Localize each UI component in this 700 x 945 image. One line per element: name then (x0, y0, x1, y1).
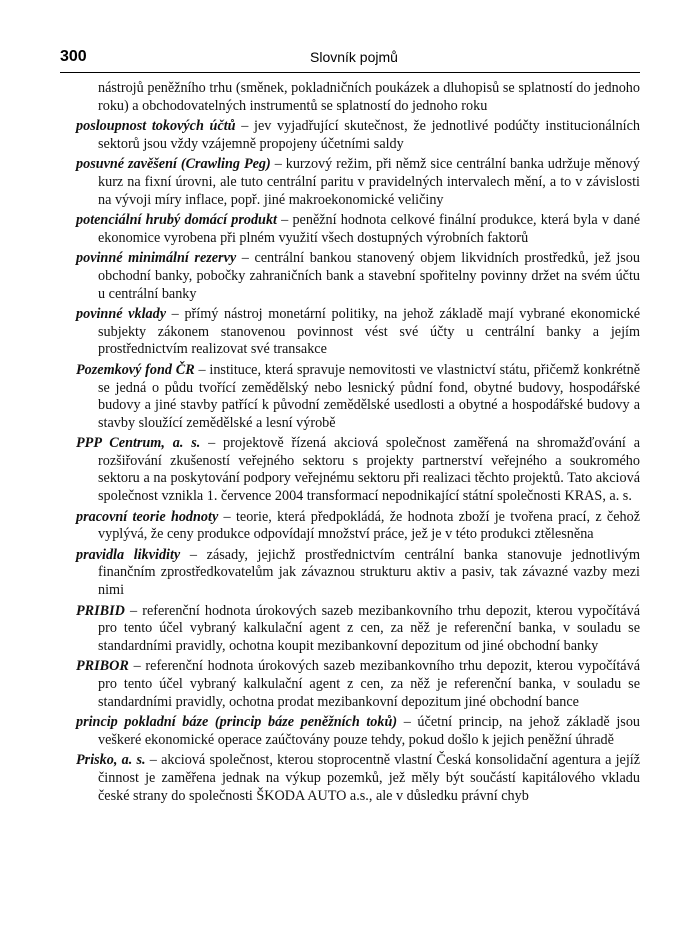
entry-definition: – peněžní hodnota celkové finální produkce, která byla v dané ekonomice vyrobena při plném využití všech dostupných výrobních faktorů (98, 212, 640, 246)
entry-term: posuvné zavěšení (Crawling Peg) (76, 156, 271, 173)
entry-definition: – zásady, jejichž prostřednictvím centrální banka stanovuje jednotlivým finančním zprostředkovatelům jak závaznou strukturu aktiv a pasiv, tak závazné vazby mezi nimi (98, 546, 640, 599)
entry-term: PPP Centrum, a. s. (76, 435, 201, 452)
entry-definition: – projektově řízená akciová společnost zaměřená na shromažďování a rozšiřování zkušeností veřejného sektoru s projekty partnerství veřejného a soukromého sektoru a na poskytování podpory veřejnému sektoru při realizaci těchto projektů. Tato akciová společnost vznikla 1. července 2004 transformací nepodnikající státní společnosti KRAS, a. s. (98, 435, 640, 505)
glossary-entry (76, 250, 640, 303)
glossary-entry (76, 714, 640, 749)
entry-term: posloupnost tokových účtů (76, 118, 236, 135)
entry-definition: – centrální bankou stanovený objem likvidních prostředků, jež jsou obchodní banky, pobočky zahraničních bank a stavební spořitelny povinny držet na svém účtu u centrální banky (98, 250, 640, 302)
glossary-body (76, 80, 640, 808)
glossary-entry (76, 212, 640, 247)
entry-definition: – teorie, která předpokládá, že hodnota zboží je tvořena prací, z čehož vyplývá, že ceny produkce odpovídají množství práce, jež je v této produkci ztělesněna (98, 508, 641, 543)
entry-term: Prisko, a. s. (76, 752, 146, 769)
glossary-entry (76, 156, 640, 209)
glossary-entry (76, 118, 640, 153)
glossary-entry (76, 658, 640, 711)
glossary-entry (76, 603, 640, 656)
entry-definition: – jev vyjadřující skutečnost, že jednotlivé podúčty institucionálních sektorů jsou vždy vzájemně propojeny účetními saldy (98, 118, 640, 152)
entry-definition: – účetní princip, na jehož základě jsou veškeré ekonomické operace zaúčtovány pouze tehdy, pokud došlo k jejich peněžní úhradě (98, 714, 640, 748)
header-rule (60, 72, 640, 73)
entry-term: povinné minimální rezervy (76, 250, 237, 267)
page-number: 300 (60, 48, 87, 65)
entry-term: PRIBID (76, 602, 125, 619)
entry-term: potenciální hrubý domácí produkt (76, 212, 277, 229)
glossary-entry (76, 435, 640, 505)
entry-definition: – akciová společnost, kterou stoprocentně vlastní Česká konsolidační agentura a jejíž činnost je zaměřena jednak na výkup pozemků, jež měly být součástí kapitálového vkladu české strany do společnosti ŠKODA AUTO a.s., ale v důsledku právní chyb (98, 752, 641, 804)
running-title: Slovník pojmů (310, 49, 398, 65)
glossary-entry (76, 509, 640, 544)
entry-definition: – přímý nástroj monetární politiky, na jehož základě mají vybrané ekonomické subjekty zákonem stanovenou povinnost vést své účty u centrální banky a jejím prostřednictvím realizovat své transakce (98, 306, 640, 358)
glossary-entry (76, 362, 640, 432)
glossary-entry (76, 306, 640, 359)
entry-term: povinné vklady (76, 306, 166, 323)
entry-definition: – referenční hodnota úrokových sazeb mezibankovního trhu depozit, kterou vypočítává pro tento účel vybraný kalkulační agent z cen, za něž je referenční banka, v souladu se standardními pravidly, ochotna prodat mezibankovní depozitum jiné obchodní bance (98, 658, 640, 710)
glossary-entry (76, 547, 640, 600)
entry-term: pravidla likvidity (76, 546, 181, 563)
entry-term: pracovní teorie hodnoty (76, 508, 219, 525)
entry-term: princip pokladní báze (princip báze peněžních toků) (76, 714, 398, 731)
glossary-entry (76, 752, 640, 805)
entry-definition: – instituce, která spravuje nemovitosti ve vlastnictví státu, přičemž konkrétně se jedná o půdu tvořící zemědělský nebo lesnický půdní fond, obytné budovy, hospodářské budovy a jiné stavby patřící k původní zemědělské usedlosti a obytné a hospodářské budovy a stavby sloužící zemědělské a lesní výrobě (98, 361, 641, 431)
continuation-text: nástrojů peněžního trhu (směnek, pokladničních poukázek a dluhopisů se splatností do jednoho roku) a obchodovatelných instrumentů se splatností do jednoho roku (98, 80, 640, 114)
entry-term: Pozemkový fond ČR (76, 361, 195, 378)
glossary-entries (76, 118, 640, 805)
entry-term: PRIBOR (76, 658, 129, 675)
entry-definition: – referenční hodnota úrokových sazeb mezibankovního trhu depozit, kterou vypočítává pro tento účel vybraný kalkulační agent z cen, za něž je referenční banka, v souladu se standardními pravidly, ochotna koupit mezibankovní depozitum od jiné obchodní banky (98, 602, 640, 654)
entry-definition: – kurzový režim, při němž sice centrální banka udržuje měnový kurz na fixní úrovni, ale tuto centrální paritu v pravidelných intervalech mění, a to v závislosti na vývoji míry inflace, popř. jiné makroekonomické veličiny (98, 156, 640, 208)
page-header (60, 48, 640, 70)
